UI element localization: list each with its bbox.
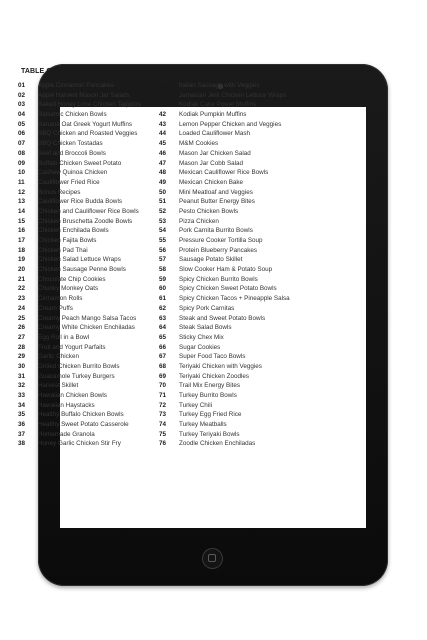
toc-entry-number: 35 [18,411,26,419]
toc-entry-number: 75 [159,430,167,438]
toc-entry-number: 04 [18,111,26,119]
toc-entry-number: 38 [18,440,26,448]
toc-entry-number: 33 [18,392,26,399]
home-button[interactable] [202,548,223,569]
toc-entry[interactable] [18,100,141,110]
toc-entry-number: 69 [159,372,167,380]
toc-entry[interactable] [159,255,290,265]
toc-entry-number: 02 [18,91,26,99]
toc-entry[interactable] [18,343,141,353]
toc-entry-label: Creamy Peach Mango Salsa Tacos [38,314,137,322]
toc-entry-label: Turkey Chili [179,401,213,409]
toc-entry-number: 58 [159,266,167,274]
toc-entry[interactable] [18,226,141,236]
toc-entry[interactable] [18,323,141,333]
toc-entry[interactable] [159,430,290,440]
toc-entry[interactable] [159,420,290,430]
toc-entry[interactable] [159,81,290,91]
toc-entry-label: Protein Blueberry Pancakes [179,246,258,254]
toc-entry-label: Mason Jar Chicken Salad [179,149,251,157]
toc-entry-number: 20 [18,266,26,274]
toc-entry-label: Lemon Pepper Chicken and Veggies [179,120,282,128]
toc-entry[interactable] [18,207,141,217]
toc-entry-label: Mini Meatloaf and Veggies [179,188,253,196]
toc-entry[interactable] [18,110,141,120]
toc-entry-number: 41 [159,101,167,109]
toc-entry-label: Grilled Chicken Burrito Bowls [38,362,120,370]
toc-entry-number: 56 [159,246,167,254]
toc-entry-number: 72 [159,401,167,409]
toc-entry[interactable] [18,401,141,411]
toc-entry-label: Kodiak Pumpkin Muffins [179,111,247,119]
toc-entry-label: Guacamole Turkey Burgers [38,372,115,380]
toc-entry-label: Spicy Chicken Burrito Bowls [179,275,258,283]
toc-entry[interactable] [159,381,290,391]
toc-entry-label: Creamy White Chicken Enchiladas [38,324,135,332]
toc-entry-label: Sugar Cookies [179,343,221,351]
toc-entry-label: Jamaican Jerk Chicken Lettuce Wraps [179,91,287,99]
toc-entry[interactable] [159,197,290,207]
toc-entry-label: Loaded Cauliflower Mash [179,130,251,138]
toc-entry-number: 67 [159,353,167,361]
toc-entry-number: 24 [18,304,26,312]
toc-entry[interactable] [18,91,141,101]
toc-entry-number: 25 [18,314,26,322]
toc-entry-label: Trail Mix Energy Bites [179,382,241,390]
toc-entry-label: Banana Oat Greek Yogurt Muffins [38,120,133,128]
toc-entry-label: Chicken Sausage Penne Bowls [38,266,126,274]
toc-entry-number: 06 [18,130,26,138]
toc-entry[interactable] [159,333,290,343]
toc-entry[interactable] [159,100,290,110]
toc-entry-label: Cauliflower Rice Budda Bowls [38,198,122,206]
toc-entry-number: 07 [18,140,26,148]
toc-entry[interactable] [18,197,141,207]
toc-entry-number: 12 [18,188,26,196]
toc-entry[interactable] [159,168,290,178]
toc-entry-label: Teriyaki Chicken Zoodles [179,372,249,380]
toc-entry-label: Spicy Chicken Sweet Potato Bowls [179,285,277,293]
toc-entry[interactable] [159,401,290,411]
toc-entry[interactable] [159,159,290,169]
toc-entry-number: 36 [18,421,26,429]
toc-entry-number: 61 [159,295,167,303]
toc-entry[interactable] [18,188,141,198]
toc-entry-label: Chicken Enchilada Bowls [38,227,109,235]
toc-entry-label: Turkey Egg Fried Rice [179,411,242,419]
toc-entry[interactable] [159,236,290,246]
toc-entry-label: Honey Garlic Chicken Stir Fry [38,440,121,448]
toc-entry-label: Hawaiian Haystacks [38,401,95,409]
toc-entry[interactable] [159,314,290,324]
toc-entry-number: 11 [18,178,25,186]
toc-entry-label: Baked Honey Lime Chicken Taquitos [38,101,141,109]
toc-entry-number: 46 [159,149,167,157]
toc-entry-number: 76 [159,440,167,448]
toc-entry-number: 71 [159,392,167,399]
toc-entry-number: 18 [18,246,26,254]
toc-entry[interactable] [18,275,141,285]
toc-entry-label: Pizza Chicken [179,217,219,225]
toc-entry-label: Chicken Salad Lettuce Wraps [38,256,121,264]
toc-entry[interactable] [18,420,141,430]
toc-entry-label: Kodiak Cake Power Muffins [179,101,257,109]
toc-entry[interactable] [159,343,290,353]
toc-entry[interactable] [159,284,290,294]
toc-entry-number: 43 [159,120,167,128]
toc-entry-number: 57 [159,256,167,264]
toc-column-left [18,81,141,449]
toc-entry[interactable] [159,188,290,198]
toc-entry[interactable] [159,275,290,285]
toc-entry-label: Garlic Chicken [38,353,79,361]
toc-entry[interactable] [18,159,141,169]
toc-entry-label: Zoodle Chicken Enchiladas [179,440,256,448]
toc-entry-label: Steak and Sweet Potato Bowls [179,314,266,322]
toc-entry-number: 50 [159,188,167,196]
toc-entry[interactable] [159,391,290,401]
toc-entry-label: Hawaiian Chicken Bowls [38,392,107,399]
toc-entry-number: 62 [159,304,167,312]
toc-title: TABLE OF CONTENTS [21,68,98,75]
toc-entry-number: 60 [159,285,167,293]
toc-entry[interactable] [18,168,141,178]
toc-entry[interactable] [18,362,141,372]
toc-entry-number: 23 [18,295,26,303]
toc-entry[interactable] [18,236,141,246]
toc-entry-number: 63 [159,314,167,322]
toc-entry-number: 17 [18,237,26,244]
toc-entry-label: Egg Roll in a Bowl [38,333,90,341]
toc-entry-label: Balsamic Chicken Bowls [38,111,107,119]
toc-entry-label: Chicken and Cauliflower Rice Bowls [38,207,139,215]
toc-entry[interactable] [159,439,290,449]
tablet-device [18,64,388,586]
toc-entry-number: 14 [18,207,26,215]
toc-entry[interactable] [159,226,290,236]
toc-entry-label: Chicken Pad Thai [38,246,88,254]
toc-entry-number: 64 [159,324,167,332]
toc-entry-label: Cream Puffs [38,304,73,312]
toc-entry-label: Chocolate Chip Cookies [38,275,106,283]
toc-entry-label: Italian Sausage with Veggies [179,82,260,89]
toc-entry[interactable] [159,129,290,139]
toc-entry-number: 51 [159,198,167,206]
toc-entry-label: Sticky Chex Mix [179,333,224,341]
toc-entry[interactable] [159,352,290,362]
toc-entry-number: 53 [159,217,167,225]
toc-entry[interactable] [18,439,141,449]
toc-entry-label: Steak Salad Bowls [179,324,232,332]
toc-entry[interactable] [159,323,290,333]
toc-entry[interactable] [18,81,141,91]
toc-entry-label: Mexican Cauliflower Rice Bowls [179,169,269,177]
toc-entry-label: Turkey Teriyaki Bowls [179,430,240,438]
toc-entry-label: Bonus Recipes [38,188,81,196]
toc-entry-label: Fruit and Yogurt Parfaits [38,343,106,351]
toc-entry-number: 74 [159,421,167,429]
toc-entry[interactable] [18,314,141,324]
toc-entry-label: Healthy Buffalo Chicken Bowls [38,411,124,419]
toc-entry-number: 27 [18,333,26,341]
toc-entry[interactable] [159,207,290,217]
toc-entry[interactable] [159,120,290,130]
toc-entry[interactable] [18,304,141,314]
toc-entry-label: Chicken Bruschetta Zoodle Bowls [38,217,133,225]
toc-entry[interactable] [159,91,290,101]
toc-entry[interactable] [18,391,141,401]
toc-entry-number: 10 [18,169,26,177]
toc-entry-label: Apple Cinnamon Pancakes [38,82,114,89]
toc-entry[interactable] [18,430,141,440]
toc-entry-label: Apple Harvest Mason Jar Salads [38,91,130,99]
toc-entry-label: Cauliflower Fried Rice [38,178,100,186]
toc-entry-number: 21 [18,275,26,283]
toc-entry[interactable] [18,139,141,149]
toc-entry-number: 47 [159,159,167,167]
toc-entry[interactable] [159,110,290,120]
toc-entry[interactable] [18,381,141,391]
toc-entry-label: Spicy Chicken Tacos + Pineapple Salsa [179,295,290,303]
toc-entry[interactable] [18,294,141,304]
toc-entry[interactable] [18,284,141,294]
toc-entry-number: 30 [18,362,26,370]
toc-entry[interactable] [18,129,141,139]
toc-entry[interactable] [18,149,141,159]
toc-entry-number: 28 [18,343,26,351]
toc-entry-number: 48 [159,169,167,177]
toc-entry-number: 08 [18,149,26,157]
toc-entry[interactable] [18,178,141,188]
toc-entry-number: 32 [18,382,26,390]
toc-entry-number: 65 [159,333,167,341]
toc-entry-label: Chicken Fajita Bowls [38,237,97,244]
toc-entry-label: Super Food Taco Bowls [179,353,246,361]
toc-entry[interactable] [18,217,141,227]
toc-entry-label: Chunky Monkey Oats [38,285,99,293]
toc-entry-number: 09 [18,159,26,167]
toc-entry[interactable] [159,178,290,188]
toc-entry-label: M&M Cookies [179,140,219,148]
toc-entry-number: 29 [18,353,26,361]
toc-entry[interactable] [159,294,290,304]
toc-entry-label: Slow Cooker Ham & Potato Soup [179,266,273,274]
toc-entry-number: 55 [159,237,167,244]
toc-entry-number: 68 [159,362,167,370]
toc-entry-label: Harvest Skillet [38,382,79,390]
toc-entry-number: 16 [18,227,26,235]
toc-entry-number: 45 [159,140,167,148]
home-square-icon [208,554,216,562]
toc-entry[interactable] [18,372,141,382]
toc-entry-label: Mason Jar Cobb Salad [179,159,244,167]
toc-entry-number: 26 [18,324,26,332]
toc-entry[interactable] [159,304,290,314]
toc-entry-label: Cinnamon Rolls [38,295,83,303]
toc-entry-label: Buffalo Chicken Sweet Potato [38,159,122,167]
toc-entry-label: Pressure Cooker Tortilla Soup [179,237,263,244]
toc-entry-label: Mexican Chicken Bake [179,178,244,186]
toc-entry[interactable] [159,139,290,149]
toc-entry-number: 19 [18,256,26,264]
toc-entry-number: 44 [159,130,167,138]
toc-entry[interactable] [159,362,290,372]
toc-entry-number: 05 [18,120,26,128]
toc-column-right [159,81,290,449]
toc-entry[interactable] [159,149,290,159]
toc-entry-label: Cashew Quinoa Chicken [38,169,108,177]
toc-entry-label: Sausage Potato Skillet [179,256,243,264]
toc-entry[interactable] [18,246,141,256]
toc-entry[interactable] [18,333,141,343]
toc-entry[interactable] [159,246,290,256]
toc-entry[interactable] [18,410,141,420]
toc-entry-number: 39 [159,82,167,89]
toc-entry-number: 49 [159,178,167,186]
toc-entry[interactable] [159,217,290,227]
toc-entry[interactable] [159,265,290,275]
toc-entry-label: Pesto Chicken Bowls [179,207,239,215]
toc-entry-number: 70 [159,382,167,390]
toc-entry-number: 37 [18,430,26,438]
toc-entry-label: Homemade Granola [38,430,95,438]
toc-entry-label: Turkey Meatballs [179,421,227,429]
toc-entry-label: Peanut Butter Energy Bites [179,198,255,206]
toc-entry-number: 15 [18,217,26,225]
toc-entry-label: Turkey Burrito Bowls [179,392,237,399]
toc-entry[interactable] [18,255,141,265]
toc-entry-label: Healthy Sweet Potato Casserole [38,421,129,429]
toc-entry-number: 22 [18,285,26,293]
tablet-screen [18,68,366,528]
toc-entry-label: Beef and Broccoli Bowls [38,149,106,157]
toc-entry[interactable] [18,352,141,362]
toc-entry-label: Spicy Pork Carnitas [179,304,235,312]
toc-entry-number: 31 [18,372,26,380]
toc-entry[interactable] [159,410,290,420]
toc-entry-label: BBQ Chicken and Roasted Veggies [38,130,138,138]
toc-entry-number: 03 [18,101,26,109]
toc-entry[interactable] [159,372,290,382]
toc-entry-number: 13 [18,198,26,206]
toc-entry-number: 34 [18,401,26,409]
toc-entry[interactable] [18,265,141,275]
toc-entry-number: 52 [159,207,167,215]
toc-entry-label: BBQ Chicken Tostadas [38,140,103,148]
toc-entry-number: 01 [18,82,26,89]
toc-entry-number: 42 [159,111,167,119]
toc-entry-number: 59 [159,275,167,283]
toc-entry-number: 54 [159,227,167,235]
toc-entry-number: 66 [159,343,167,351]
toc-entry[interactable] [18,120,141,130]
toc-entry-label: Pork Carnita Burrito Bowls [179,227,253,235]
toc-entry-label: Teriyaki Chicken with Veggies [179,362,262,370]
toc-entry-number: 73 [159,411,167,419]
toc-entry-number: 40 [159,91,167,99]
